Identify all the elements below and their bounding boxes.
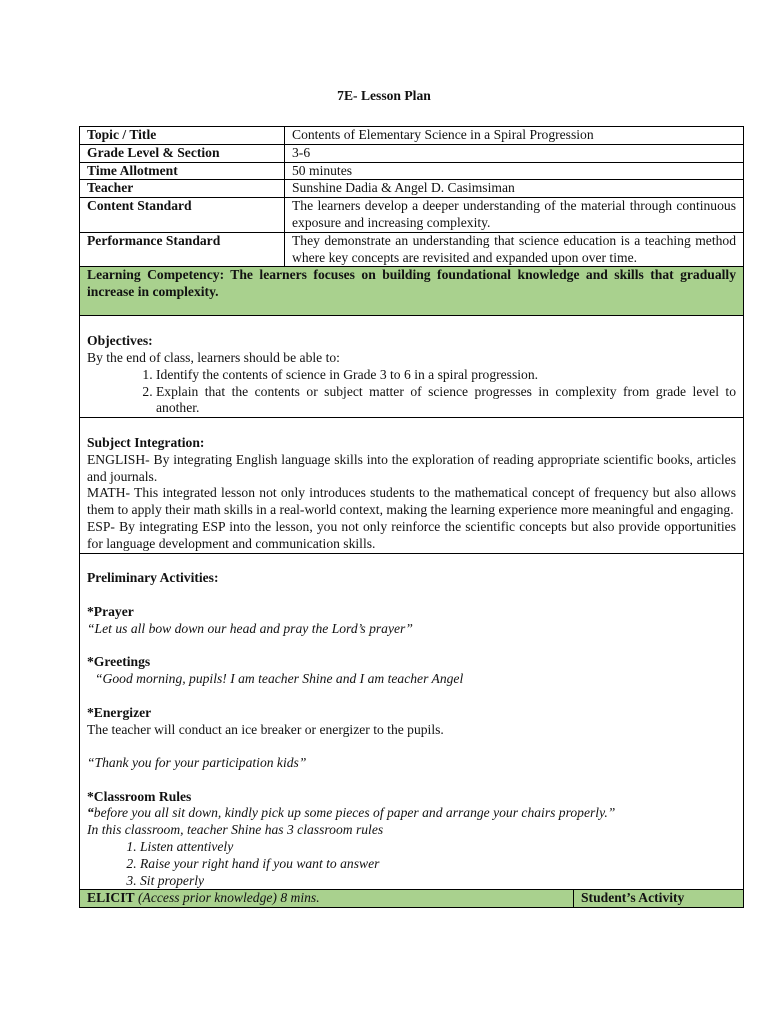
rules-list — [87, 839, 736, 889]
prayer-heading: *Prayer — [87, 603, 134, 619]
list-item: 3. Sit properly — [140, 873, 736, 890]
objectives-section — [79, 316, 744, 418]
elicit-label: ELICIT — [87, 890, 135, 906]
energizer-heading: *Energizer — [87, 704, 152, 720]
document-title: 7E- Lesson Plan — [337, 88, 431, 103]
row-value: Sunshine Dadia & Angel D. Casimsiman — [285, 180, 744, 198]
row-label: Teacher — [80, 180, 285, 198]
objectives-heading: Objectives: — [87, 333, 153, 349]
elicit-detail: (Access prior knowledge) 8 mins. — [134, 890, 320, 906]
row-label: Topic / Title — [80, 127, 285, 145]
row-value: 3-6 — [285, 144, 744, 162]
learning-competency: Learning Competency: The learners focuses on building foundational knowledge and skills that gradually increase in complexity. — [79, 267, 744, 316]
lesson-plan-table — [79, 126, 744, 908]
greetings-text: “Good morning, pupils! I am teacher Shine and I am teacher Angel — [95, 671, 464, 687]
list-item: 2. Raise your right hand if you want to answer — [140, 856, 736, 873]
table-row — [80, 162, 744, 180]
rules-intro: In this classroom, teacher Shine has 3 classroom rules — [87, 822, 384, 838]
rules-quote-mark: “ — [87, 805, 94, 821]
objectives-list — [87, 367, 736, 417]
esp-integration: ESP- By integrating ESP into the lesson, you not only reinforce the scientific concepts but also provide opportunities for language development and communication skills. — [87, 518, 736, 551]
row-value: Contents of Elementary Science in a Spiral Progression — [285, 127, 744, 145]
math-integration: MATH- This integrated lesson not only introduces students to the mathematical concept of frequency but also allows them to apply their math skills in a real-world context, making the learning experience more meaningful and engaging. — [87, 485, 736, 518]
rules-quote: before you all sit down, kindly pick up some pieces of paper and arrange your chairs properly.” — [93, 805, 616, 821]
row-label: Performance Standard — [80, 232, 285, 267]
list-item: 2. Explain that the contents or subject matter of science progresses in complexity from grade level to another. — [156, 384, 736, 418]
thanks-text: “Thank you for your participation kids” — [87, 755, 307, 771]
prayer-text: “Let us all bow down our head and pray the Lord’s prayer” — [87, 620, 413, 636]
elicit-cell — [80, 890, 574, 907]
subject-integration-section — [79, 418, 744, 553]
preliminary-section — [79, 554, 744, 891]
row-value: 50 minutes — [285, 162, 744, 180]
table-row — [80, 127, 744, 145]
objectives-intro: By the end of class, learners should be able to: — [87, 349, 340, 365]
energizer-text: The teacher will conduct an ice breaker or energizer to the pupils. — [87, 721, 444, 737]
rules-quote-line — [87, 805, 736, 822]
table-row — [80, 180, 744, 198]
table-row — [80, 198, 744, 233]
row-label: Grade Level & Section — [80, 144, 285, 162]
row-value: They demonstrate an understanding that science education is a teaching method where key concepts are revisited and expanded upon over time. — [285, 232, 744, 267]
row-value: The learners develop a deeper understanding of the material through continuous exposure and increasing complexity. — [285, 198, 744, 233]
preliminary-heading: Preliminary Activities: — [87, 570, 219, 586]
english-integration: ENGLISH- By integrating English language skills into the exploration of reading appropriate scientific books, articles and journals. — [87, 451, 736, 484]
row-label: Time Allotment — [80, 162, 285, 180]
rules-heading: *Classroom Rules — [87, 788, 192, 804]
row-label: Content Standard — [80, 198, 285, 233]
greetings-heading: *Greetings — [87, 654, 151, 670]
list-item: 1. Identify the contents of science in Grade 3 to 6 in a spiral progression. — [156, 367, 736, 384]
subject-integration-heading: Subject Integration: — [87, 434, 205, 450]
table-row — [80, 232, 744, 267]
table-row — [80, 144, 744, 162]
info-table — [79, 126, 744, 267]
student-activity-header: Student’s Activity — [581, 890, 685, 906]
elicit-row — [79, 890, 744, 908]
list-item: 1. Listen attentively — [140, 839, 736, 856]
